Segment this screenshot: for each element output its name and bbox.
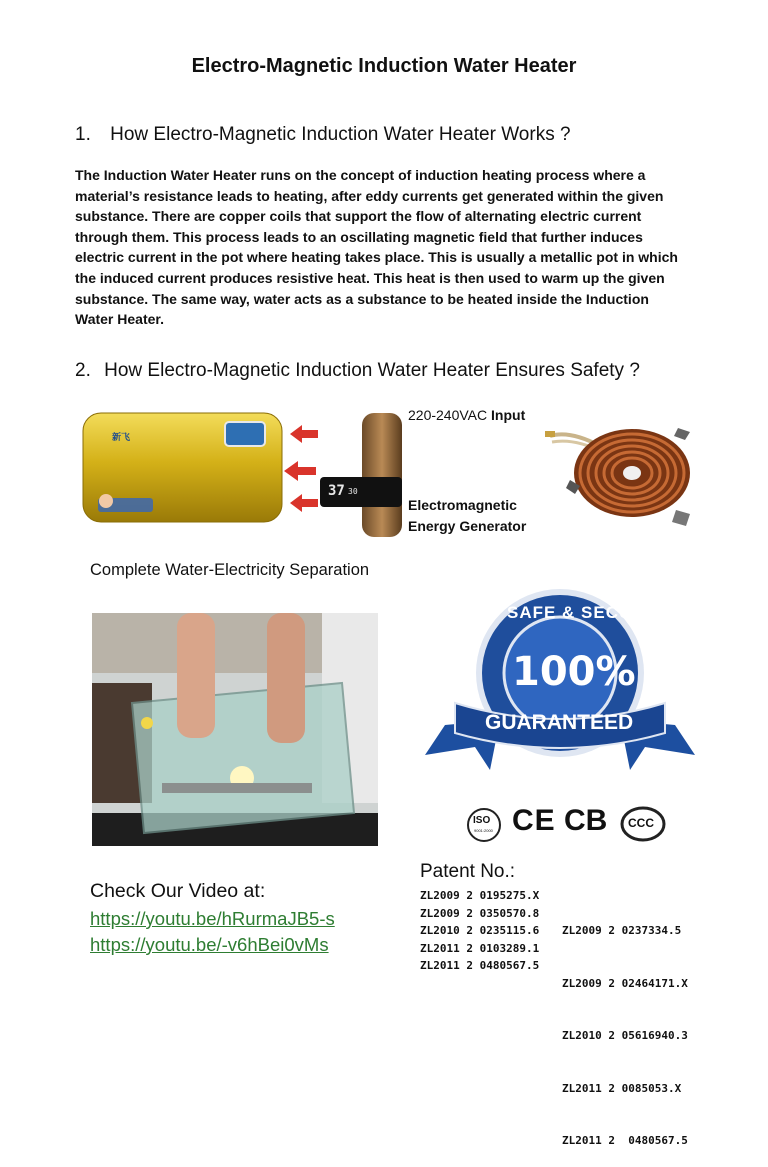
page-title: Electro-Magnetic Induction Water Heater [191, 55, 577, 77]
patent-item: ZL2011 2 0085053.X [562, 1081, 682, 1095]
water-tank-photo [92, 613, 378, 846]
video-label: Check Our Video at: [90, 880, 266, 902]
display-small-reading: 30 [348, 487, 358, 496]
video-link-1[interactable]: https://youtu.be/hRurmaJB5-s [90, 908, 335, 929]
iso-logo-icon [466, 807, 502, 843]
badge-arc-text: SAFE & SECURE [507, 603, 658, 622]
patent-list-left [420, 887, 539, 975]
section-2-number: 2. [75, 360, 91, 381]
generator-label-line2: Energy Generator [408, 518, 527, 534]
arrow-left-icon [290, 425, 320, 443]
input-voltage-value: 220-240VAC [408, 407, 488, 423]
safe-secure-badge [415, 585, 705, 785]
generator-label-line1: Electromagnetic [408, 497, 517, 513]
patent-item: ZL2011 2 0480567.5 [562, 1134, 688, 1147]
heater-brand-label: 新飞 [112, 432, 131, 442]
copper-coil-image [540, 418, 700, 530]
iso-text: ISO [473, 815, 491, 826]
section-2-title: How Electro-Magnetic Induction Water Heater Ensures Safety ? [104, 360, 640, 381]
water-heater-image [80, 410, 285, 525]
cb-logo-icon: CB [564, 804, 608, 837]
section-1-title: How Electro-Magnetic Induction Water Heater Works ? [110, 124, 571, 145]
patent-item: ZL2009 2 0237334.5 [562, 924, 682, 937]
section-2-heading [75, 360, 640, 382]
badge-percent: 100% [512, 649, 636, 695]
video-link-2[interactable]: https://youtu.be/-v6hBei0vMs [90, 934, 329, 955]
arrow-left-icon [284, 461, 318, 481]
patent-item: ZL2009 2 0350570.8 [420, 906, 540, 920]
patent-item: ZL2010 2 0235115.6 [420, 924, 540, 937]
iso-sub-text: 9001:2000 [474, 828, 493, 833]
ccc-logo-icon [620, 806, 666, 842]
patent-item: ZL2009 2 02464171.X [562, 976, 688, 990]
badge-ribbon-text: GUARANTEED [485, 711, 634, 734]
arrow-left-icon [290, 494, 320, 512]
patent-item: ZL2011 2 0480567.5 [420, 959, 540, 972]
display-reading: 37 [328, 483, 345, 499]
separation-caption: Complete Water-Electricity Separation [90, 561, 370, 579]
section-1-heading [75, 124, 571, 146]
ce-logo-icon: CE [512, 804, 556, 837]
patent-heading: Patent No.: [420, 861, 516, 882]
patent-item: ZL2011 2 0103289.1 [420, 941, 540, 955]
section-1-number: 1. [75, 124, 91, 145]
patent-item: ZL2010 2 05616940.3 [562, 1029, 688, 1042]
patent-list-right [562, 887, 688, 1167]
input-word: Input [491, 407, 526, 423]
ccc-text: CCC [628, 816, 654, 830]
input-voltage-label [408, 407, 525, 423]
patent-item: ZL2009 2 0195275.X [420, 889, 540, 902]
generator-label [408, 495, 526, 537]
section-1-body: The Induction Water Heater runs on the concept of induction heating process where a material’s resistance leads to heating, after eddy currents get generated within the given substance. There are copper coils that support the flow of alternating electric current through them. This process leads to an oscillating magnetic field that further induces electric current in the pot where heating takes place. This is usually a metallic pot in which the induced current produces resistive heat. This heat is then used to warm up the given substance. The same way, water acts as a substance to be heated inside the Induction Water Heater. [75, 167, 678, 328]
energy-generator-unit-image [318, 411, 408, 541]
